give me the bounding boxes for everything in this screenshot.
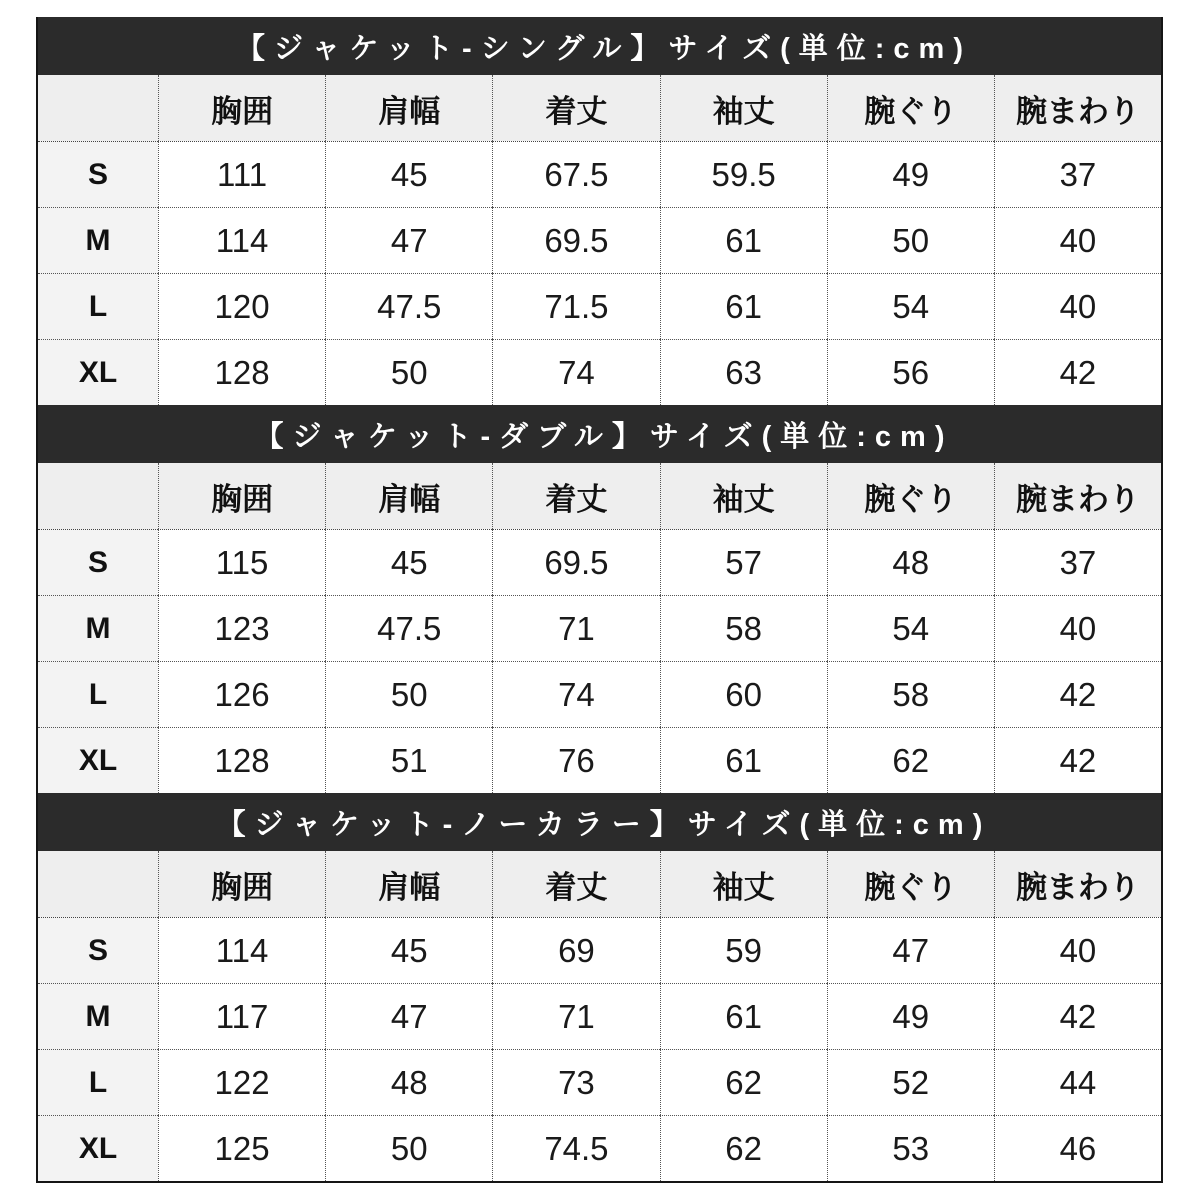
cell-sleeve: 58 (660, 595, 827, 661)
cell-arm-circumference: 42 (994, 339, 1161, 405)
cell-chest: 125 (158, 1115, 325, 1181)
row-label: M (38, 983, 158, 1049)
cell-shoulder: 47 (325, 207, 492, 273)
header-cell-chest: 胸囲 (158, 75, 325, 141)
table-row-s (38, 529, 1161, 595)
table-row-l (38, 661, 1161, 727)
cell-arm-circumference: 37 (994, 529, 1161, 595)
cell-shoulder: 45 (325, 141, 492, 207)
cell-armhole: 50 (827, 207, 994, 273)
cell-sleeve: 61 (660, 273, 827, 339)
cell-armhole: 62 (827, 727, 994, 793)
cell-chest: 122 (158, 1049, 325, 1115)
table-row-s (38, 141, 1161, 207)
row-label: M (38, 207, 158, 273)
size-table-jacket-double (38, 405, 1161, 793)
cell-sleeve: 57 (660, 529, 827, 595)
row-label: XL (38, 1115, 158, 1181)
cell-length: 74 (492, 661, 659, 727)
table-row-xl (38, 339, 1161, 405)
table-row-s (38, 917, 1161, 983)
cell-armhole: 52 (827, 1049, 994, 1115)
cell-chest: 126 (158, 661, 325, 727)
cell-shoulder: 47.5 (325, 273, 492, 339)
row-label: S (38, 529, 158, 595)
row-label: L (38, 661, 158, 727)
header-cell-length: 着丈 (492, 75, 659, 141)
header-cell-arm-circumference: 腕まわり (994, 463, 1161, 529)
cell-sleeve: 59 (660, 917, 827, 983)
header-cell-armhole: 腕ぐり (827, 75, 994, 141)
cell-shoulder: 50 (325, 1115, 492, 1181)
cell-armhole: 48 (827, 529, 994, 595)
header-cell-armhole: 腕ぐり (827, 851, 994, 917)
cell-arm-circumference: 40 (994, 595, 1161, 661)
cell-chest: 128 (158, 727, 325, 793)
row-label: M (38, 595, 158, 661)
cell-sleeve: 62 (660, 1115, 827, 1181)
cell-sleeve: 60 (660, 661, 827, 727)
header-cell-chest: 胸囲 (158, 851, 325, 917)
header-cell-blank (38, 851, 158, 917)
header-cell-armhole: 腕ぐり (827, 463, 994, 529)
row-label: XL (38, 727, 158, 793)
row-label: L (38, 273, 158, 339)
cell-arm-circumference: 42 (994, 661, 1161, 727)
header-cell-chest: 胸囲 (158, 463, 325, 529)
table-row-xl (38, 727, 1161, 793)
cell-arm-circumference: 44 (994, 1049, 1161, 1115)
cell-sleeve: 63 (660, 339, 827, 405)
header-cell-shoulder: 肩幅 (325, 75, 492, 141)
cell-arm-circumference: 40 (994, 273, 1161, 339)
cell-arm-circumference: 42 (994, 983, 1161, 1049)
cell-armhole: 49 (827, 141, 994, 207)
row-label: L (38, 1049, 158, 1115)
cell-chest: 114 (158, 917, 325, 983)
cell-arm-circumference: 40 (994, 917, 1161, 983)
row-label: XL (38, 339, 158, 405)
size-table-jacket-single (38, 17, 1161, 405)
cell-armhole: 54 (827, 273, 994, 339)
header-row (38, 851, 1161, 917)
row-label: S (38, 917, 158, 983)
cell-shoulder: 48 (325, 1049, 492, 1115)
header-cell-blank (38, 463, 158, 529)
cell-armhole: 53 (827, 1115, 994, 1181)
header-cell-arm-circumference: 腕まわり (994, 851, 1161, 917)
cell-chest: 128 (158, 339, 325, 405)
cell-length: 67.5 (492, 141, 659, 207)
cell-length: 69.5 (492, 529, 659, 595)
table-row-l (38, 273, 1161, 339)
cell-armhole: 49 (827, 983, 994, 1049)
cell-length: 71.5 (492, 273, 659, 339)
table-row-xl (38, 1115, 1161, 1181)
cell-shoulder: 45 (325, 917, 492, 983)
cell-chest: 123 (158, 595, 325, 661)
cell-shoulder: 47 (325, 983, 492, 1049)
table-title: 【ジャケット-シングル】サイズ(単位:cm) (38, 17, 1161, 75)
table-row-m (38, 595, 1161, 661)
cell-sleeve: 62 (660, 1049, 827, 1115)
cell-sleeve: 61 (660, 983, 827, 1049)
table-row-m (38, 207, 1161, 273)
cell-arm-circumference: 40 (994, 207, 1161, 273)
table-row-l (38, 1049, 1161, 1115)
header-row (38, 463, 1161, 529)
cell-armhole: 54 (827, 595, 994, 661)
header-cell-length: 着丈 (492, 851, 659, 917)
cell-shoulder: 50 (325, 339, 492, 405)
size-table-jacket-no-collar (38, 793, 1161, 1181)
cell-length: 74.5 (492, 1115, 659, 1181)
table-title: 【ジャケット-ダブル】サイズ(単位:cm) (38, 405, 1161, 463)
header-cell-arm-circumference: 腕まわり (994, 75, 1161, 141)
header-cell-length: 着丈 (492, 463, 659, 529)
header-cell-shoulder: 肩幅 (325, 463, 492, 529)
cell-shoulder: 50 (325, 661, 492, 727)
table-title: 【ジャケット-ノーカラー】サイズ(単位:cm) (38, 793, 1161, 851)
cell-chest: 120 (158, 273, 325, 339)
cell-chest: 117 (158, 983, 325, 1049)
cell-length: 73 (492, 1049, 659, 1115)
cell-armhole: 56 (827, 339, 994, 405)
cell-shoulder: 47.5 (325, 595, 492, 661)
cell-length: 71 (492, 983, 659, 1049)
header-cell-shoulder: 肩幅 (325, 851, 492, 917)
cell-sleeve: 61 (660, 727, 827, 793)
size-chart (36, 17, 1163, 1183)
cell-arm-circumference: 42 (994, 727, 1161, 793)
cell-chest: 114 (158, 207, 325, 273)
header-cell-sleeve: 袖丈 (660, 851, 827, 917)
cell-chest: 115 (158, 529, 325, 595)
table-row-m (38, 983, 1161, 1049)
header-cell-sleeve: 袖丈 (660, 463, 827, 529)
cell-length: 74 (492, 339, 659, 405)
cell-shoulder: 51 (325, 727, 492, 793)
cell-length: 69.5 (492, 207, 659, 273)
cell-shoulder: 45 (325, 529, 492, 595)
header-cell-blank (38, 75, 158, 141)
cell-arm-circumference: 37 (994, 141, 1161, 207)
cell-armhole: 47 (827, 917, 994, 983)
cell-arm-circumference: 46 (994, 1115, 1161, 1181)
cell-armhole: 58 (827, 661, 994, 727)
header-row (38, 75, 1161, 141)
row-label: S (38, 141, 158, 207)
cell-length: 71 (492, 595, 659, 661)
cell-length: 76 (492, 727, 659, 793)
cell-chest: 111 (158, 141, 325, 207)
cell-length: 69 (492, 917, 659, 983)
header-cell-sleeve: 袖丈 (660, 75, 827, 141)
cell-sleeve: 59.5 (660, 141, 827, 207)
cell-sleeve: 61 (660, 207, 827, 273)
